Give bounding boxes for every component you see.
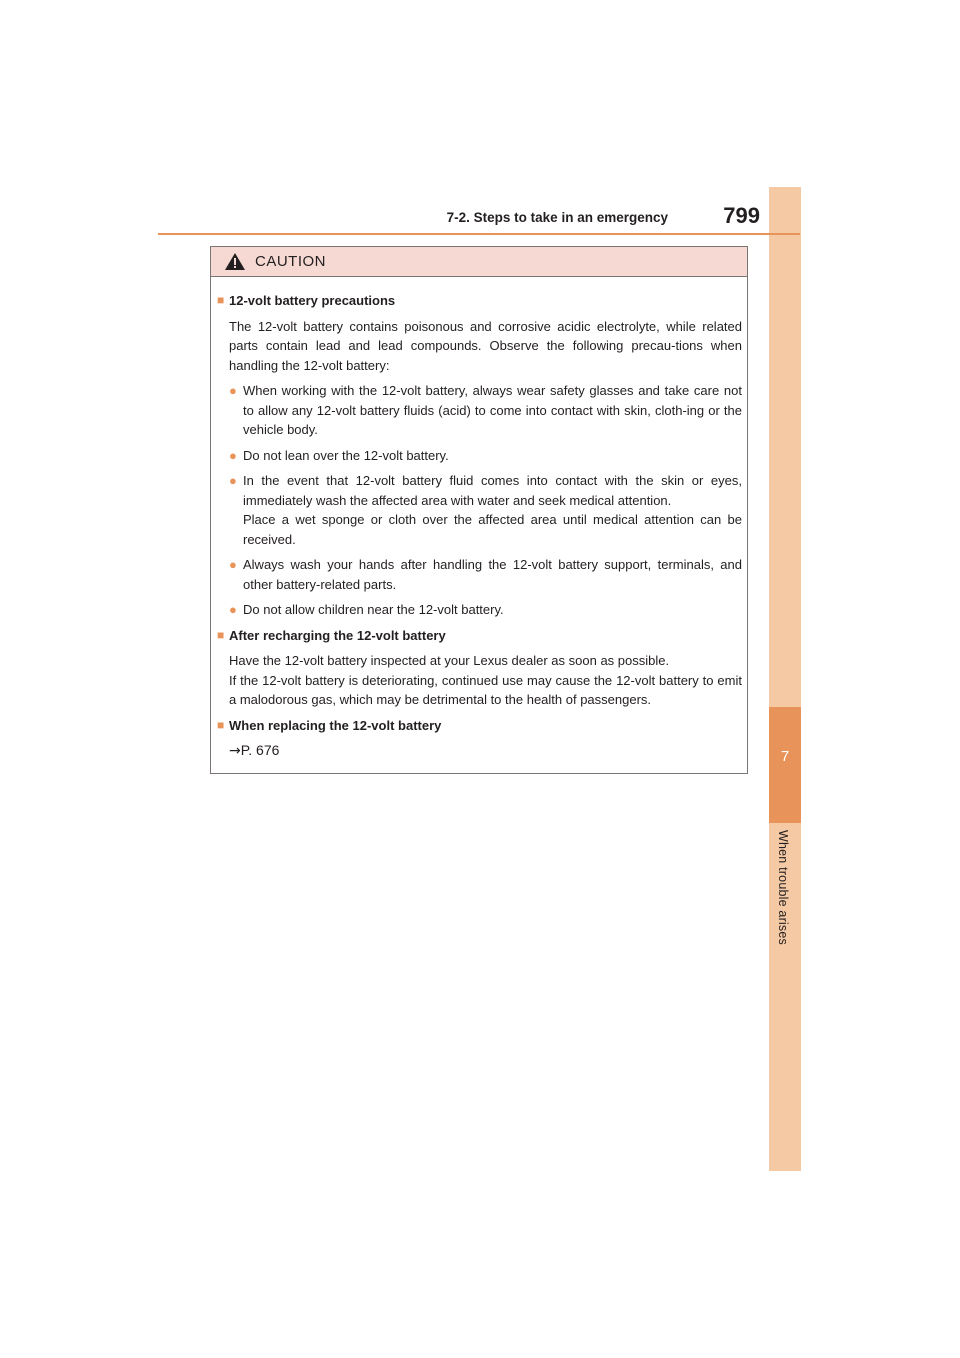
bullet-text: Always wash your hands after handling the 12-volt battery support, terminals, and other battery-related parts. <box>243 557 742 592</box>
bullet-item <box>217 555 742 594</box>
heading-text: 12-volt battery precautions <box>229 293 396 308</box>
bullet-text-line: In the event that 12-volt battery fluid comes into contact with the skin or eyes, immediately wash the affected area with water and seek medical attention. <box>243 473 742 508</box>
caution-box <box>210 246 748 774</box>
bullet-text: Do not lean over the 12-volt battery. <box>243 447 449 463</box>
warning-triangle-icon <box>225 253 245 270</box>
bullet-text: Do not allow children near the 12-volt battery. <box>243 602 504 617</box>
bullet-text <box>243 471 742 549</box>
bullet-item <box>217 381 742 440</box>
circle-bullet-icon: ● <box>229 602 237 617</box>
caution-label: CAUTION <box>255 253 326 270</box>
page-number: 799 <box>723 203 760 228</box>
bullet-item <box>217 600 742 620</box>
bullet-text: When working with the 12-volt battery, always wear safety glasses and take care not to allow any 12-volt battery fluids (acid) to come into contact with skin, cloth-ing or the vehicle body. <box>243 383 742 437</box>
paragraph-line: If the 12-volt battery is deteriorating, continued use may cause the 12-volt battery to emit a malodorous gas, which may be detrimental to the health of passengers. <box>229 672 742 707</box>
arrow-right-icon: → <box>229 743 241 759</box>
heading-text: After recharging the 12-volt battery <box>229 627 446 643</box>
bullet-text-line: Place a wet sponge or cloth over the affected area until medical attention can be received. <box>243 512 742 547</box>
square-bullet-icon: ■ <box>217 293 225 307</box>
heading-text: When replacing the 12-volt battery <box>229 717 442 733</box>
section-heading <box>217 291 742 311</box>
square-bullet-icon: ■ <box>217 717 225 732</box>
caution-header <box>211 247 747 277</box>
circle-bullet-icon: ● <box>229 383 237 398</box>
chapter-side-tab <box>769 187 801 1171</box>
circle-bullet-icon: ● <box>229 447 237 463</box>
chapter-tab-active[interactable] <box>769 707 801 823</box>
paragraph <box>217 651 742 710</box>
section-title: 7-2. Steps to take in an emergency <box>446 210 668 225</box>
square-bullet-icon: ■ <box>217 627 225 642</box>
paragraph-line: Have the 12-volt battery inspected at your Lexus dealer as soon as possible. <box>229 653 670 668</box>
intro-paragraph: The 12-volt battery contains poisonous and corrosive acidic electrolyte, while related parts contain lead and lead compounds. Observe the following precau-tions when handling the 12-volt battery: <box>229 318 742 373</box>
header-divider <box>158 233 800 235</box>
chapter-number: 7 <box>780 748 790 765</box>
circle-bullet-icon: ● <box>229 557 237 572</box>
caution-body <box>211 277 747 762</box>
bullet-item <box>217 446 742 466</box>
page-reference[interactable] <box>217 741 742 762</box>
bullet-item <box>217 471 742 549</box>
circle-bullet-icon: ● <box>229 473 237 488</box>
section-heading <box>217 626 742 646</box>
chapter-title: When trouble arises <box>776 830 790 945</box>
section-heading <box>217 716 742 736</box>
page-reference-text[interactable]: P. 676 <box>240 742 280 758</box>
